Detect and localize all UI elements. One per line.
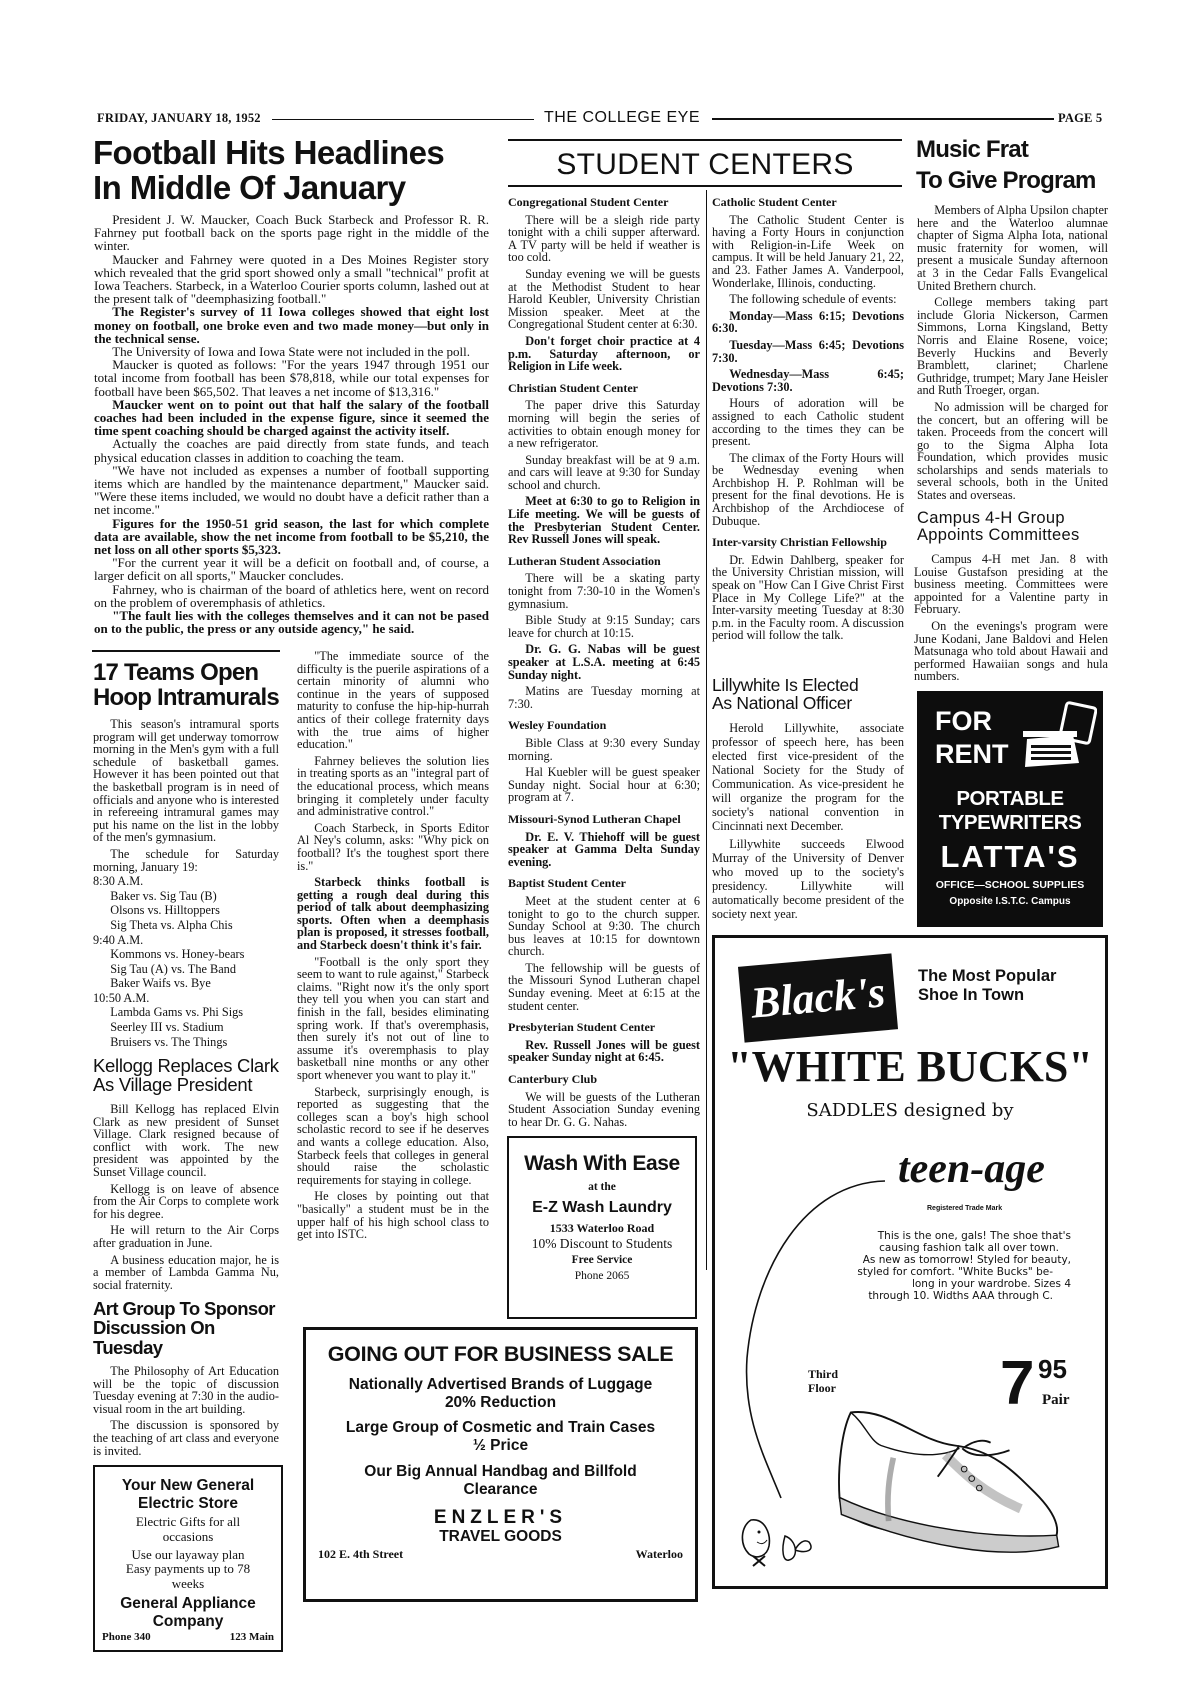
paragraph: The Register's survey of 11 Iowa colleges showed that eight lost money on football, one broke even and two made money—but only in the technical sense. [94, 304, 489, 346]
campus-4h-headline [917, 510, 1108, 545]
business-name: LATTA'S [940, 839, 1080, 874]
section-heading: Congregational Student Center [508, 195, 669, 209]
paragraph: Don't forget choir practice at 4 p.m. Saturday afternoon, or Religion in Life week. [508, 333, 700, 374]
headline-line: In Middle Of January [93, 168, 406, 206]
ad-headline: TYPEWRITERS [938, 811, 1082, 834]
paragraph: Starbeck thinks football is getting a rough deal during this period of talk about deemphasizing sports. Often when a deemphasis plan is proposed, it stresses football, and Starbeck doesn't think it's fair. [297, 875, 489, 953]
price-unit: Pair [1042, 1392, 1070, 1408]
paragraph: Meet at the student center at 6 tonight to go to the church supper. Sunday School at 9:30. The church bus leaves at 10:15 for downtown church. [508, 893, 700, 959]
paragraph: The discussion is sponsored by the teaching of art class and everyone is invited. [93, 1418, 279, 1458]
paragraph: Herold Lillywhite, associate professor of speech here, has been elected first vice-president of the National Society for the Study of Communication. As vice-president he will organize the program for the society's national convention in Cincinnati next December. [712, 721, 904, 833]
ad-headline: RENT [935, 739, 1009, 769]
offer: Our Big Annual Handbag and Billfold [364, 1462, 637, 1480]
paragraph: Figures for the 1950-51 grid season, the last for which complete data are available, show the net income from football to be $5,210, the net loss on all other sports $5,323. [94, 515, 489, 558]
campus-4h-body [914, 553, 1108, 683]
schedule-game: Baker Waifs vs. Bye [110, 976, 211, 991]
ad-headline: Wash With Ease [524, 1152, 680, 1175]
copy-line: As new as tomorrow! Styled for beauty, [862, 1254, 1071, 1267]
section-heading: Canterbury Club [508, 1072, 598, 1087]
copy-line: through 10. Widths AAA through C. [868, 1290, 1053, 1303]
paragraph: Hal Kuebler will be guest speaker Sunday night. Social hour at 6:30; program at 7. [508, 765, 700, 805]
paragraph: President J. W. Maucker, Coach Buck Starbeck and Professor R. R. Fahrney put football back on the sports page right in the middle of the winter. [94, 212, 489, 254]
paragraph: Dr. Edwin Dahlberg, speaker for the University Christian mission, will speak on "How Can I Give Christ First Place in My College Life?" at the Inter-varsity meeting Tuesday at 8:30 p.m. in the Faculty room. A discussion period will follow the talk. [712, 552, 904, 643]
offer: Nationally Advertised Brands of Luggage [348, 1375, 653, 1393]
headline-line: Kellogg Replaces Clark [93, 1055, 279, 1076]
paragraph: This season's intramural sports program will get underway tomorrow morning in the Men's gym with a full schedule of basketball games. However it has been pointed out that the basketball program is in need of officials and anyone who is interested in refereeing intramural games may put his name on the list in the lobby of the men's gymnasium. [93, 717, 279, 845]
art-group-headline [93, 1299, 283, 1357]
location: Opposite I.S.T.C. Campus [949, 896, 1071, 907]
ad-headline: Electric Store [138, 1494, 238, 1512]
lillywhite-headline [712, 676, 904, 713]
store-location [808, 1368, 838, 1396]
intramurals-headline [93, 660, 283, 710]
paragraph: The Philosophy of Art Education will be the topic of discussion Tuesday evening at 7:30 in the audio-visual room in the art building. [93, 1364, 279, 1416]
schedule-game: Lambda Gams vs. Phi Sigs [110, 1005, 244, 1020]
music-frat-headline [916, 134, 1108, 196]
tagline-line: The Most Popular [918, 967, 1057, 985]
headline-line: 17 Teams Open [93, 659, 259, 686]
paragraph: Fahrney believes the solution lies in treating sports as an "integral part of the educational process, which means bringing it completely under faculty and administrative control." [297, 753, 489, 819]
contact-row [318, 1546, 683, 1562]
general-appliance-ad [93, 1465, 283, 1652]
ad-text: Electric Gifts for all occasions [135, 1513, 241, 1544]
paragraph: Dr. G. G. Nabas will be guest speaker at L.S.A. meeting at 6:45 Sunday night. [508, 642, 700, 682]
address: 102 E. 4th Street [318, 1547, 404, 1562]
paragraph: Bible Study at 9:15 Sunday; cars leave for church at 10:15. [508, 613, 700, 640]
city: Waterloo [635, 1547, 683, 1562]
section-heading: Presbyterian Student Center [508, 1020, 656, 1035]
offer-detail: 20% Reduction [444, 1393, 557, 1411]
paragraph: The paper drive this Saturday morning will begin the series of activities to obtain enough money for a new refrigerator. [508, 398, 700, 451]
ad-text: Easy payments up to 78 weeks [125, 1561, 251, 1592]
paragraph: Bible Class at 9:30 every Sunday morning. [508, 735, 700, 763]
schedule-game: Olsons vs. Hilltoppers [110, 903, 220, 918]
paragraph: "For the current year it will be a deficit on football and, of course, a larger deficit on all sports," Maucker concludes. [94, 555, 489, 584]
paragraph: He closes by pointing out that "basically" a student must be in the upper half of his high school class to get into ISTC. [297, 1189, 489, 1242]
paragraph: Members of Alpha Upsilon chapter here and the Waterloo alumnae chapter of Sigma Alpha Iota, national music fraternity for women, will present a musicale Sunday afternoon at 3 in the Cedar Falls Evangelical United Brethern church. [917, 203, 1108, 293]
paragraph: No admission will be charged for the concert, but an offering will be taken. Proceeds from the concert will go to the Sigma Alpha Iota Foundation, which provides music scholarships and sends materials to several schools, both in the United States and overseas. [917, 399, 1108, 503]
location-line: Third [808, 1367, 839, 1381]
paragraph: Actually the coaches are paid directly from state funds, and teach physical education classes in addition to coaching the team. [94, 436, 489, 465]
paragraph: Lillywhite succeeds Elwood Murray of the University of Denver who moved up to the society's presidency. Lillywhite will automatically become president of the society next year. [712, 837, 904, 921]
student-centers-column-1 [508, 196, 700, 1128]
main-story-continuation [297, 650, 489, 1241]
phone: Phone 2065 [574, 1270, 630, 1283]
for-rent-text [935, 705, 1009, 771]
headline-line: As Village President [93, 1074, 253, 1096]
lattas-typewriter-ad [917, 691, 1103, 927]
paragraph: There will be a sleigh ride party tonight with a chili supper afterward. A TV party will be held if weather is too cold. [508, 212, 700, 265]
copy-line: long in your wardrobe. Sizes 4 [911, 1278, 1071, 1291]
paragraph: "The fault lies with the colleges themselves and it can not be pased on to the public, the press or any outside agency," he said. [94, 608, 489, 637]
paragraph: Rev. Russell Jones will be guest speaker Sunday night at 6:45. [508, 1037, 700, 1065]
address: 1533 Waterloo Road [549, 1220, 655, 1235]
cartoon-face-illustration [737, 1510, 817, 1570]
company-name: General Appliance [120, 1595, 256, 1613]
headline-line: As National Officer [712, 693, 852, 714]
paragraph: College members taking part include Gloria Nickerson, Carmen Simmons, Lorna Kingsland, Betty Norris and Elaine Rosene, voice; Beverly Huckins and Beverly Bramblett, clarinet; Charlene Guthridge, trumpet; Mary Jane Heisler and Ruth Troeger, organ. [917, 295, 1108, 398]
paragraph: Maucker is quoted as follows: "For the years 1947 through 1951 our total income from football has been $78,818, while our total expenses for football have been $65,502. That leaves a net income of $13,316." [94, 357, 489, 399]
issue-date: FRIDAY, JANUARY 18, 1952 [97, 111, 265, 126]
main-headline [93, 136, 493, 205]
offer: Large Group of Cosmetic and Train Cases [345, 1419, 656, 1437]
ad-copy [857, 1230, 1071, 1302]
intramurals-body [93, 718, 279, 1048]
paragraph: "Football is the only sport they seem to want to rule against," Starbeck claims. "Right now it's the only sport they tell you when you can start and finish in the fall, besides eliminating spring work. If that's overemphasis, then surely it's not out of line to assume it's overemphasis to play basketball nine months or any other sport whenever you want to play it." [297, 954, 489, 1082]
headline-line: Football Hits Headlines [93, 134, 445, 171]
section-heading: Lutheran Student Association [508, 553, 661, 568]
section-heading: Missouri-Synod Lutheran Chapel [508, 811, 681, 826]
offer-detail: Clearance [463, 1480, 538, 1498]
lillywhite-body [712, 721, 904, 921]
copy-line: styled for comfort. "White Bucks" be- [857, 1266, 1053, 1279]
paragraph: Maucker and Fahrney were quoted in a Des Moines Register story which revealed that the grid sport showed only a small "technical" profit at Iowa Teachers. Starbeck, in a Waterloo Courier sports column, lashed out at the present talk of "deemphasizing football." [94, 251, 489, 307]
paragraph: Maucker went on to point out that half the salary of the football coaches had been included in the expense figure, since it seemed the time spent coaching should be charged against the activity itself. [94, 396, 489, 439]
headline-line: To Give Program [916, 167, 1096, 194]
price-dollars: 7 [1000, 1349, 1035, 1418]
paragraph: Meet at 6:30 to go to Religion in Life meeting. We will be guests of the Presbyterian Student Center. Rev Russell Jones will speak. [508, 494, 700, 547]
saddle-shoe-illustration [825, 1403, 1075, 1573]
headline-line: Appoints Committees [917, 526, 1080, 545]
ad-headline: PORTABLE [956, 787, 1064, 810]
headline-line: Hoop Intramurals [93, 684, 279, 712]
portable-typewriters-text [917, 787, 1103, 835]
section-heading: Wesley Foundation [508, 718, 607, 733]
paragraph: On the evenings's program were June Kodani, Jane Baldovi and Helen Matsunaga who told about Hawaii and performed Hawaiian songs and hula numbers. [914, 618, 1108, 684]
ad-headline: FOR [935, 706, 992, 736]
paragraph: A business education major, he is a member of Lambda Gamma Nu, social fraternity. [93, 1252, 279, 1292]
paragraph: Coach Starbeck, in Sports Editor Al Ney's column, asks: "Why pick on football? It's the toughest sport there is." [297, 820, 489, 873]
trademark-text: Registered Trade Mark [927, 1205, 1003, 1212]
paragraph: Kellogg is on leave of absence from the Air Corps to complete work for his degree. [93, 1181, 279, 1221]
ad-text: Free Service [571, 1254, 633, 1267]
masthead-rule-right [712, 118, 1054, 120]
ad-text: OFFICE—SCHOOL SUPPLIES [935, 879, 1085, 891]
paragraph: The following schedule of events: [729, 292, 897, 307]
section-heading: Baptist Student Center [508, 876, 627, 891]
paragraph: Wednesday—Mass 6:45; Devotions 7:30. [712, 367, 904, 394]
enzlers-ad [303, 1327, 698, 1602]
paragraph: The climax of the Forty Hours will be Wednesday evening when Archbishop H. P. Rohlman will be present for the final devotions. He is Archbishop of the Archdiocese of Dubuque. [712, 450, 904, 528]
discount: 10% Discount to Students [531, 1235, 673, 1251]
paragraph: Dr. E. V. Thiehoff will be guest speaker at Gamma Delta Sunday evening. [508, 829, 700, 869]
phone: Phone 340 [102, 1630, 151, 1643]
paragraph: He will return to the Air Corps after graduation in June. [93, 1223, 279, 1250]
section-heading: Catholic Student Center [712, 195, 837, 209]
paragraph: Fahrney, who is chairman of the board of athletics here, went on record on the problem of overemphasis of athletics. [94, 581, 489, 610]
section-heading: Christian Student Center [508, 380, 639, 395]
column-rule [706, 190, 707, 1270]
location-line: Floor [808, 1380, 836, 1395]
headline-line: Art Group To Sponsor [93, 1298, 275, 1319]
copy-line: This is the one, gals! The shoe that's [877, 1230, 1071, 1242]
paragraph: Starbeck, surprisingly enough, is reported as suggesting that the colleges scan a boy's high school scholastic record to see if he deserves and wants a college education. Also, Starbeck feels that colleges in general should raise the scholastic requirements for staying in college. [297, 1084, 489, 1187]
paragraph: Matins are Tuesday morning at 7:30. [508, 684, 700, 711]
schedule-game: Bruisers vs. The Things [110, 1034, 228, 1049]
kellogg-headline [93, 1056, 283, 1095]
paper-name: THE COLLEGE EYE [537, 109, 707, 127]
tagline-line: Shoe In Town [918, 985, 1025, 1004]
section-rule [508, 185, 902, 187]
business-name: E-Z Wash Laundry [532, 1199, 672, 1217]
headline-line: Lillywhite Is Elected [712, 675, 859, 695]
paragraph: We will be guests of the Lutheran Student Association Sunday evening to hear Dr. G. G. Nahas. [508, 1089, 700, 1129]
section-rule [508, 139, 902, 141]
paragraph: The University of Iowa and Iowa State were not included in the poll. [112, 344, 470, 360]
contact-row [102, 1631, 274, 1644]
offer-detail: ½ Price [472, 1437, 529, 1455]
blacks-white-bucks-ad [712, 935, 1108, 1589]
paragraph: The fellowship will be guests of the Missouri Synod Lutheran chapel Sunday evening. Meet at 6:15 at the student center. [508, 960, 700, 1013]
company-name: Company [152, 1613, 224, 1631]
copy-line: causing fashion talk all over town. [879, 1242, 1059, 1255]
schedule-time: 8:30 A.M. [93, 874, 144, 889]
student-centers-title: STUDENT CENTERS [556, 148, 854, 181]
ez-wash-ad [507, 1136, 697, 1319]
section-heading: Inter-varsity Christian Fellowship [712, 535, 887, 550]
paragraph: "We have not included as expenses a number of football supporting items which are handled by the maintenance department," Maucker said. "Were these items included, we would no doubt have a deficit rather than a net income." [94, 462, 489, 518]
paragraph: Sunday breakfast will be at 9 a.m. and cars will leave at 9:30 for Sunday school and church. [508, 452, 700, 492]
schedule-game: Sig Tau (A) vs. The Band [110, 961, 236, 976]
ad-headline: GOING OUT FOR BUSINESS SALE [327, 1342, 674, 1366]
paragraph: Sunday evening we will be guests at the Methodist Student to hear Harold Keubler, University Christian Mission speaker. Meet at the Congregational Student center at 6:30. [508, 266, 700, 332]
ad-text: Use our layaway plan [131, 1546, 245, 1562]
paragraph: The Catholic Student Center is having a Forty Hours in conjunction with Religion-in-Life Week on campus. It will be held January 21, 22, and 23. Father James A. Vanderpool, Wonderlake, Illinois, conducting. [712, 212, 904, 290]
schedule-time: 9:40 A.M. [93, 932, 144, 947]
headline-line: Music Frat [916, 136, 1029, 163]
schedule-time: 10:50 A.M. [93, 990, 150, 1005]
paragraph: Bill Kellogg has replaced Elvin Clark as new president of Sunset Village. Clark resigned because of conflict with work. The new president was appointed by the Sunset Village council. [93, 1102, 279, 1179]
headline-line: Campus 4-H Group [917, 509, 1065, 527]
paragraph: Tuesday—Mass 6:45; Devotions 7:30. [712, 337, 904, 365]
business-subtitle: TRAVEL GOODS [439, 1528, 562, 1546]
art-group-body [93, 1365, 279, 1457]
schedule-game: Seerley III vs. Stadium [110, 1020, 224, 1035]
kellogg-body [93, 1103, 279, 1291]
headline-line: Discussion On Tuesday [93, 1317, 215, 1358]
page-number: PAGE 5 [1058, 111, 1103, 125]
paragraph: There will be a skating party tonight from 7:30-10 in the Women's gymnasium. [508, 571, 700, 611]
paragraph: "The immediate source of the difficulty is the puerile aspirations of a certain minority of alumni who continue in the years of supposed maturity to confuse the hip-hip-hurrah antics of their college fraternity days with the true aims of higher education." [297, 649, 489, 752]
music-frat-body [917, 204, 1108, 502]
paragraph: Hours of adoration will be assigned to each Catholic student according to the times they can be present. [712, 396, 904, 449]
paragraph: The schedule for Saturday morning, January 19: [93, 846, 279, 874]
main-story-body [94, 213, 489, 636]
ad-text: at the [588, 1181, 616, 1194]
masthead-rule-left [272, 119, 534, 120]
address: 123 Main [229, 1630, 274, 1643]
business-name: ENZLER'S [433, 1506, 568, 1528]
paragraph: Monday—Mass 6:15; Devotions 6:30. [712, 308, 904, 336]
student-centers-column-2 [712, 196, 904, 642]
divider [92, 650, 280, 652]
product-name: "WHITE BUCKS" [727, 1042, 1093, 1091]
ad-headline: Your New General [121, 1477, 255, 1494]
typewriter-icon [1021, 701, 1097, 777]
schedule-game: Kommons vs. Honey-bears [110, 947, 245, 962]
schedule-game: Sig Theta vs. Alpha Chis [110, 917, 233, 932]
price-cents: 95 [1038, 1354, 1067, 1384]
logo-text: Black's [748, 967, 888, 1028]
schedule-game: Baker vs. Sig Tau (B) [110, 888, 217, 903]
paragraph: Campus 4-H met Jan. 8 with Louise Gustafson presiding at the business meeting. Committees were appointed for a Valentine party in February. [914, 552, 1108, 617]
teen-age-logo: teen-age [898, 1146, 1045, 1192]
ad-subtitle: SADDLES designed by [806, 1100, 1014, 1121]
